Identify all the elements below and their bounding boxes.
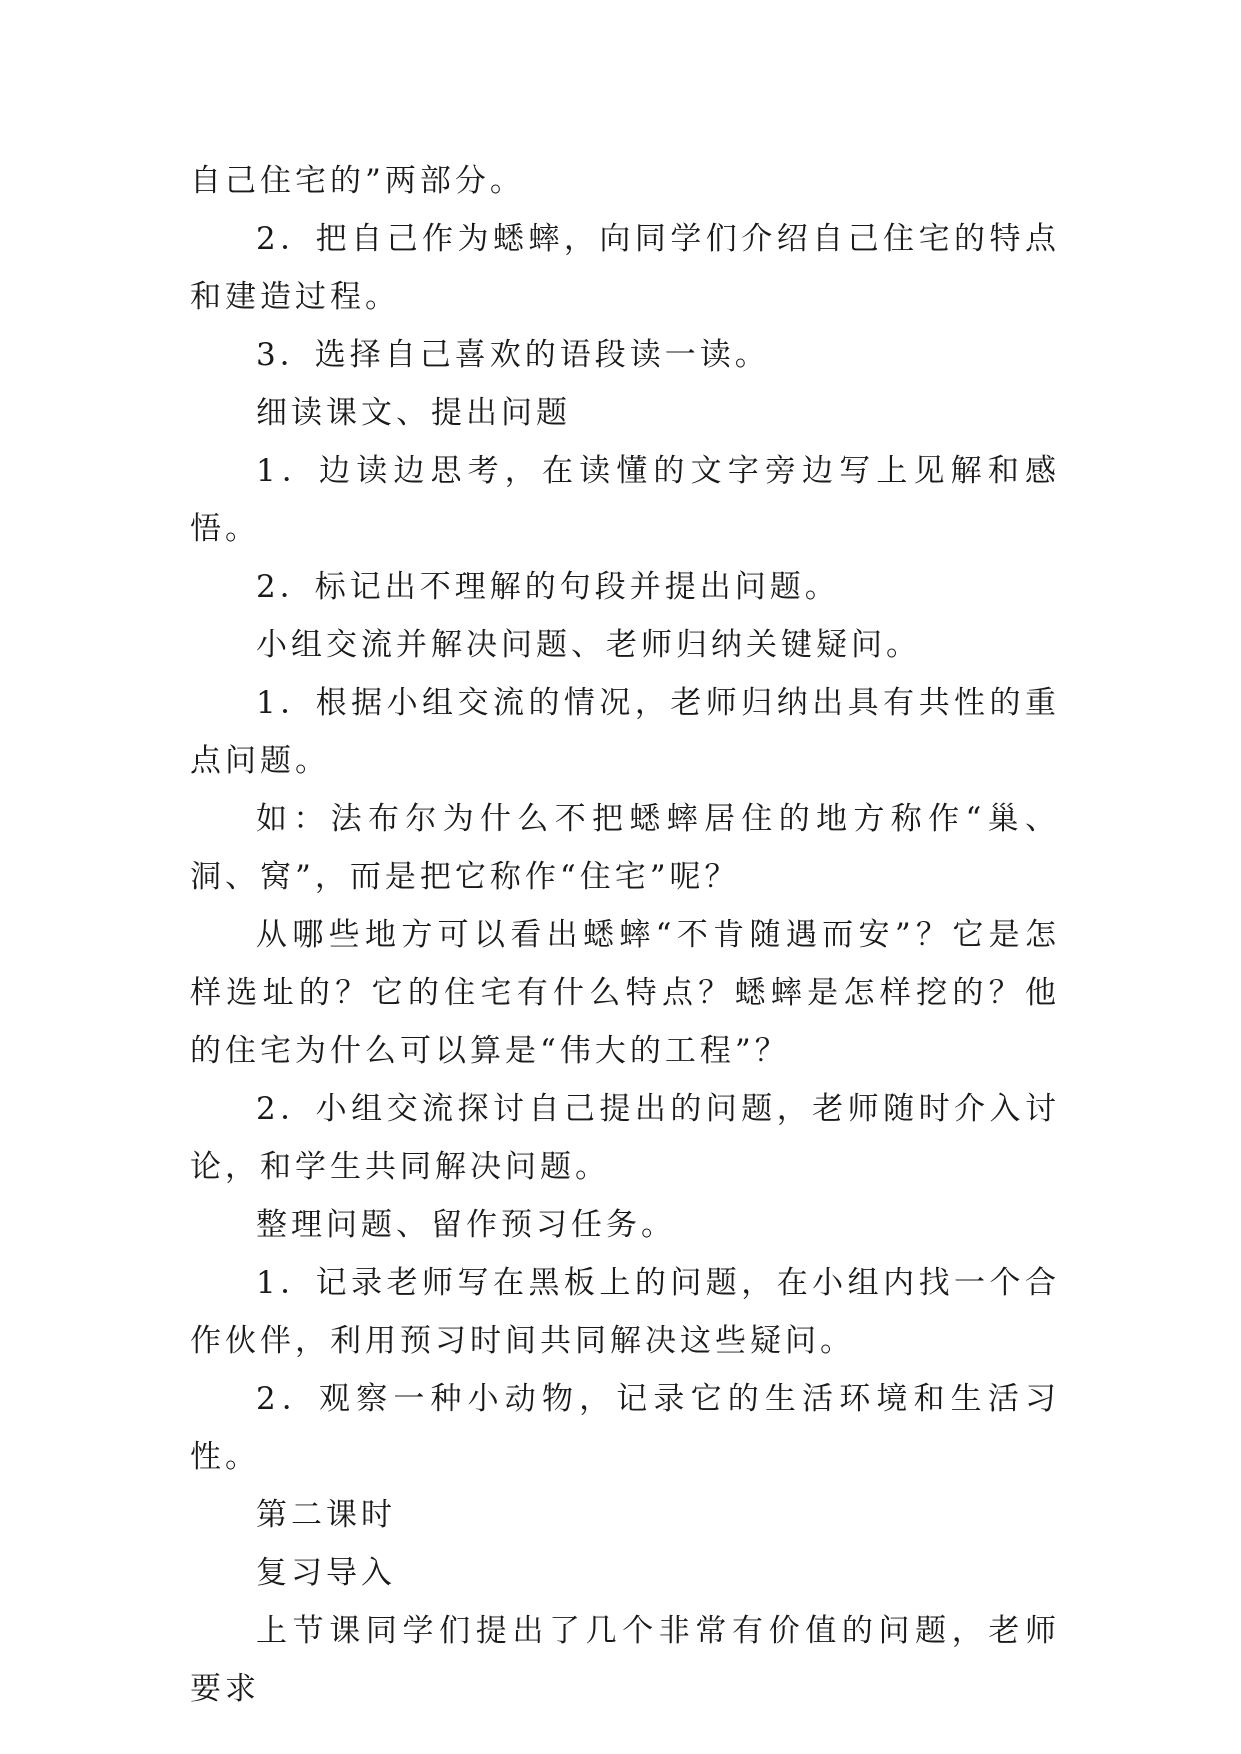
paragraph: 1．记录老师写在黑板上的问题，在小组内找一个合作伙伴，利用预习时间共同解决这些疑问。 [190, 1265, 1060, 1359]
section-heading: 复习导入 [256, 1555, 396, 1591]
paragraph: 2．观察一种小动物，记录它的生活环境和生活习性。 [190, 1381, 1060, 1475]
paragraph: 1．边读边思考，在读懂的文字旁边写上见解和感悟。 [190, 453, 1060, 547]
paragraph: 自己住宅的”两部分。 [190, 163, 525, 199]
section-heading: 细读课文、提出问题 [256, 395, 571, 431]
paragraph: 上节课同学们提出了几个非常有价值的问题，老师要求 [190, 1613, 1060, 1707]
paragraph: 如：法布尔为什么不把蟋蟀居住的地方称作“巢、洞、窝”，而是把它称作“住宅”呢？ [190, 801, 1060, 895]
lesson-heading: 第二课时 [256, 1497, 396, 1533]
document-body [190, 152, 1060, 1718]
section-heading: 小组交流并解决问题、老师归纳关键疑问。 [256, 627, 921, 663]
paragraph: 3．选择自己喜欢的语段读一读。 [256, 337, 770, 373]
paragraph: 2．把自己作为蟋蟀，向同学们介绍自己住宅的特点和建造过程。 [190, 221, 1060, 315]
paragraph: 1．根据小组交流的情况，老师归纳出具有共性的重点问题。 [190, 685, 1060, 779]
paragraph: 2．标记出不理解的句段并提出问题。 [256, 569, 840, 605]
paragraph: 从哪些地方可以看出蟋蟀“不肯随遇而安”？它是怎样选址的？它的住宅有什么特点？蟋蟀是怎样挖的？他的住宅为什么可以算是“伟大的工程”？ [190, 917, 1060, 1069]
section-heading: 整理问题、留作预习任务。 [256, 1207, 676, 1243]
paragraph: 2．小组交流探讨自己提出的问题，老师随时介入讨论，和学生共同解决问题。 [190, 1091, 1060, 1185]
